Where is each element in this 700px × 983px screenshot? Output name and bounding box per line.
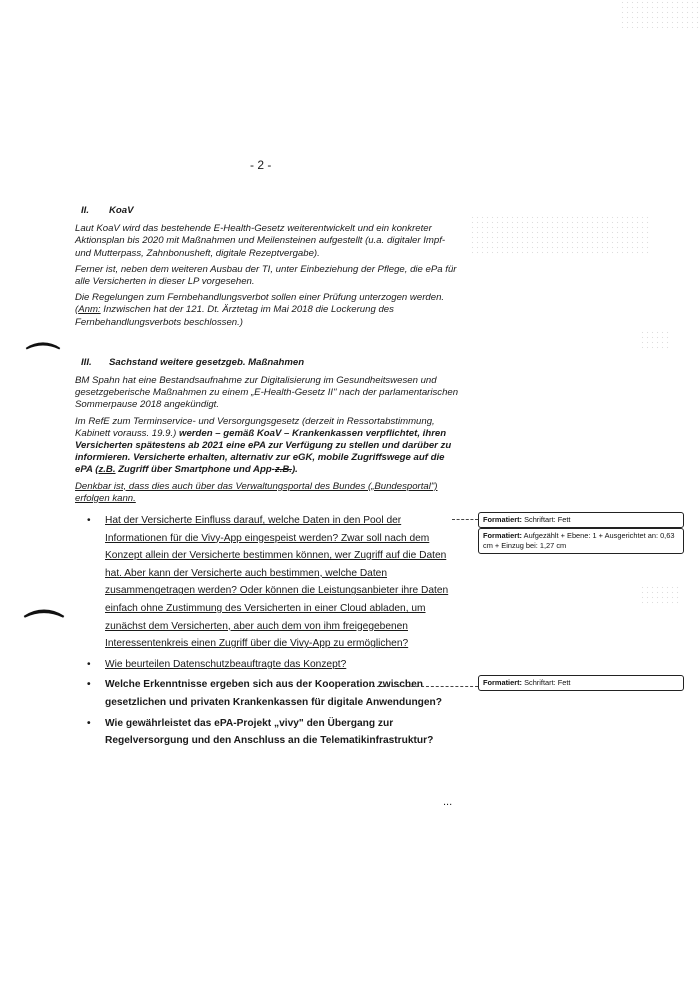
document-body	[75, 205, 460, 509]
scan-noise	[640, 330, 670, 350]
paragraph: Laut KoaV wird das bestehende E-Health-Gesetz weiterentwickelt und ein konkreter Aktionsplan bis 2020 mit Maßnahmen und Meilensteinen aufgestellt (u.a. digitaler Impf- und Mutterpass, Zahnbonusheft, digitale Rezeptvergabe).	[75, 223, 446, 259]
paragraph: BM Spahn hat eine Bestandsaufnahme zur Digitalisierung im Gesundheitswesen und gesetzgeberische Maßnahmen zu einem „E-Health-Gesetz II" nach der parlamentarischen Sommerpause 2018 angekündigt.	[75, 375, 459, 411]
bullet-icon: •	[87, 679, 91, 691]
section-heading-sachstand	[81, 357, 460, 369]
bullet-icon: •	[87, 515, 91, 526]
continuation-dots: ...	[443, 796, 453, 808]
list-item: • Wie beurteilen Datenschutzbeauftragte das Konzept?	[85, 656, 460, 674]
bullet-icon: •	[87, 658, 91, 670]
list-item: • Welche Erkenntnisse ergeben sich aus der Kooperation zwischen gesetzlichen und privaten Krankenkassen für digitale Anwendungen?	[85, 676, 460, 711]
scan-noise	[640, 585, 680, 605]
paragraph-tracked: Denkbar ist, dass dies auch über das Verwaltungsportal des Bundes („Bundesportal") erfolgen kann.	[75, 480, 438, 504]
format-comment[interactable]: Formatiert: Aufgezählt + Ebene: 1 + Ausgerichtet an: 0,63 cm + Einzug bei: 1,27 cm	[478, 528, 684, 554]
deleted-text: z.B.	[274, 464, 292, 476]
page-number: - 2 -	[250, 158, 272, 172]
section-number: III.	[81, 356, 92, 368]
list-item: • Hat der Versicherte Einfluss darauf, welche Daten in den Pool der Informationen für die Vivy-App eingespeist werden? Zwar soll nach dem Konzept allein der Versicherte bestimmen können, wer Zugriff auf die Daten hat. Aber kann der Versicherte auch bestimmen, welche Daten zusammengetragen werden? Oder können die Leistungsanbieter ihre Daten einfach ohne Zustimmung des Versicherten in einer Cloud abladen, um zunächst dem Versicherten, aber auch dem von ihm freigegebenen Interessentenkreis einen Zugriff über die Vivy-App zu ermöglichen?	[85, 512, 460, 653]
scan-noise	[470, 215, 650, 255]
paragraph: Die Regelungen zum Fernbehandlungsverbot sollen einer Prüfung unterzogen werden. (Anm: Inzwischen hat der 121. Dt. Ärztetag im Mai 2018 die Lockerung des Fernbehandlungsverbots beschlossen.)	[75, 292, 445, 328]
section-title: KoaV	[109, 205, 134, 216]
comment-connector	[372, 686, 478, 687]
scan-mark-icon: ⌒	[24, 609, 64, 653]
paragraph: Ferner ist, neben dem weiteren Ausbau der TI, unter Einbeziehung der Pflege, die ePa für alle Versicherten in dieser LP vorgesehen.	[75, 263, 457, 288]
section-title: Sachstand weitere gesetzgeb. Maßnahmen	[109, 356, 305, 368]
scan-noise	[620, 0, 700, 28]
scan-mark-icon: ⌒	[26, 342, 60, 380]
format-comment[interactable]: Formatiert: Schriftart: Fett	[478, 675, 684, 691]
format-comment[interactable]: Formatiert: Schriftart: Fett	[478, 512, 684, 528]
paragraph: Im RefE zum Terminservice- und Versorgungsgesetz (derzeit in Ressortabstimmung, Kabinett vorauss. 19.9.) werden – gemäß KoaV – Krankenkassen verpflichtet, ihren Versicherten spätestens ab 2021 eine ePA zur Verfügung zu stellen und darüber zu informieren. Versicherte erhalten, alternativ zur eGK, mobile Zugriffswege auf die ePA (z.B. Zugriff über Smartphone und App-z.B.).	[75, 415, 452, 476]
question-list	[85, 512, 460, 753]
comment-connector	[452, 519, 478, 520]
section-number: II.	[81, 205, 89, 216]
list-item: • Wie gewährleistet das ePA-Projekt „vivy" den Übergang zur Regelversorgung und den Anschluss an die Telematikinfrastruktur?	[85, 715, 460, 750]
section-heading-koav	[81, 205, 460, 217]
annotation-abbrev: Anm:	[78, 304, 101, 316]
bullet-icon: •	[87, 717, 91, 729]
